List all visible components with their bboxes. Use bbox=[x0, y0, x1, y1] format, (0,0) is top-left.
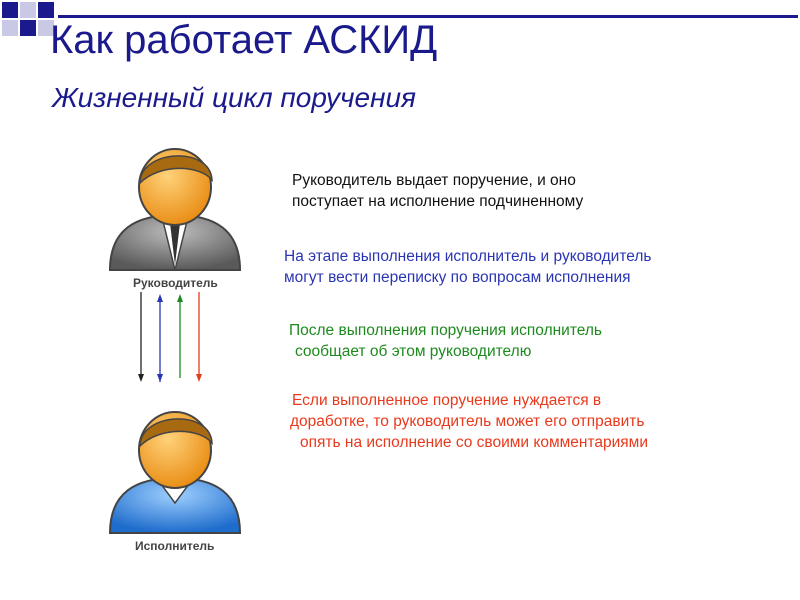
executor-label: Исполнитель bbox=[135, 539, 215, 553]
arrow-blue-down-head bbox=[157, 374, 163, 382]
arrow-red-head bbox=[196, 374, 202, 382]
step-4-line-3: опять на исполнение со своими комментариями bbox=[300, 434, 648, 451]
step-4-text bbox=[290, 390, 648, 453]
step-1-line-2: поступает на исполнение подчиненному bbox=[292, 193, 584, 210]
arrow-green-head bbox=[177, 294, 183, 302]
person-executor-icon bbox=[100, 398, 250, 538]
step-1-text bbox=[292, 170, 583, 212]
person-manager-icon bbox=[100, 135, 250, 275]
step-3-text bbox=[289, 320, 602, 362]
step-3-line-2: сообщает об этом руководителю bbox=[295, 343, 532, 360]
step-4-line-1: Если выполненное поручение нуждается в bbox=[292, 392, 602, 409]
step-2-line-2: могут вести переписку по вопросам исполнения bbox=[284, 269, 631, 286]
manager-label: Руководитель bbox=[133, 276, 218, 290]
arrow-blue-up-head bbox=[157, 294, 163, 302]
flow-arrows bbox=[130, 290, 220, 390]
step-2-text bbox=[284, 246, 651, 288]
step-2-line-1: На этапе выполнения исполнитель и руководитель bbox=[284, 248, 652, 265]
step-3-line-1: После выполнения поручения исполнитель bbox=[289, 322, 602, 339]
step-1-line-1: Руководитель выдает поручение, и оно bbox=[292, 172, 576, 189]
step-4-line-2: доработке, то руководитель может его отправить bbox=[290, 413, 645, 430]
arrow-black-head bbox=[138, 374, 144, 382]
slide-title: Как работает АСКИД bbox=[50, 18, 438, 62]
slide-subtitle: Жизненный цикл поручения bbox=[52, 82, 417, 113]
